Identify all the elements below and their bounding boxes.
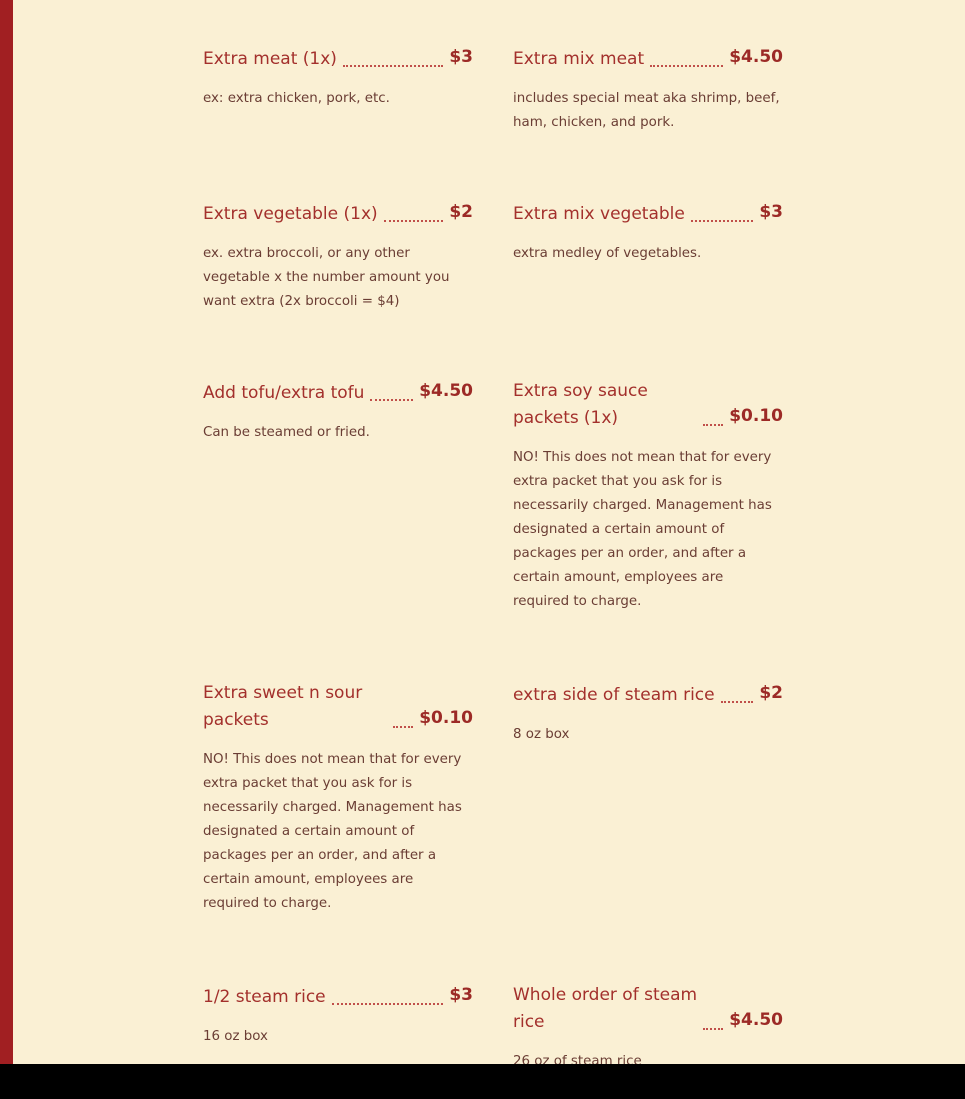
item-header [203, 982, 473, 1011]
item-name: Add tofu/extra tofu [203, 383, 365, 403]
leader-dots [691, 193, 753, 222]
leader-dots [332, 976, 444, 1005]
menu-item-whole-steam-rice [513, 982, 783, 1064]
leader-dots [703, 397, 723, 426]
item-name: Extra vegetable (1x) [203, 204, 378, 224]
item-header [203, 680, 473, 734]
leader-dots [370, 372, 413, 401]
menu-item-extra-vegetable [203, 199, 473, 314]
leader-dots [384, 193, 444, 222]
item-price: $3 [449, 47, 473, 67]
item-description: Can be steamed or fried. [203, 425, 370, 440]
item-price: $2 [449, 202, 473, 222]
menu-item-sweet-n-sour-packets [203, 680, 473, 916]
menu-item-half-steam-rice [203, 982, 473, 1049]
item-description: 16 oz box [203, 1029, 268, 1044]
item-price: $0.10 [419, 708, 473, 728]
item-name-line2: (1x) [583, 408, 619, 428]
item-name: Extra mix vegetable [513, 204, 685, 224]
item-price: $4.50 [729, 47, 783, 67]
item-price: $4.50 [419, 381, 473, 401]
item-description: ex: extra chicken, pork, etc. [203, 91, 390, 106]
item-description: NO! This does not mean that for every extra packet that you ask for is necessarily charged. Management has designated a certain amount of packages per an order, and after a certain amount, employees are required to charge. [513, 450, 772, 609]
item-price: $3 [449, 985, 473, 1005]
item-price: $4.50 [729, 1010, 783, 1030]
item-header [513, 982, 783, 1036]
item-header [203, 378, 473, 407]
item-description: extra medley of vegetables. [513, 246, 702, 261]
menu-item-extra-mix-vegetable [513, 199, 783, 266]
item-name-line2: rice [513, 1012, 545, 1032]
item-header [513, 199, 783, 228]
leader-dots [721, 674, 754, 703]
item-name-line1: Whole order of steam [513, 985, 698, 1005]
menu-item-extra-mix-meat [513, 44, 783, 135]
leader-dots [650, 38, 723, 67]
menu-item-side-steam-rice [513, 680, 783, 747]
item-name: Extra mix meat [513, 49, 645, 69]
item-name: 1/2 steam rice [203, 987, 326, 1007]
item-name: Extra meat (1x) [203, 49, 337, 69]
item-header [203, 199, 473, 228]
item-description: includes special meat aka shrimp, beef, ham, chicken, and pork. [513, 91, 780, 130]
item-description: 26 oz of steam rice [513, 1054, 642, 1064]
item-price: $2 [759, 683, 783, 703]
menu-item-extra-meat [203, 44, 473, 111]
item-price: $3 [759, 202, 783, 222]
leader-dots [343, 38, 443, 67]
item-description: ex. extra broccoli, or any other vegetable x the number amount you want extra (2x broccoli = $4) [203, 246, 450, 309]
item-description: 8 oz box [513, 727, 570, 742]
leader-dots [393, 699, 413, 728]
item-description: NO! This does not mean that for every extra packet that you ask for is necessarily charged. Management has designated a certain amount of packages per an order, and after a certain amount, employees are required to charge. [203, 752, 462, 911]
item-header [513, 378, 783, 432]
item-price: $0.10 [729, 406, 783, 426]
accent-bar [0, 0, 13, 1064]
item-header [513, 44, 783, 73]
item-name: extra side of steam rice [513, 685, 715, 705]
item-name-line1: Extra sweet n sour [203, 683, 363, 703]
leader-dots [703, 1001, 723, 1030]
item-name-line2: packets [203, 710, 269, 730]
item-header [513, 680, 783, 709]
item-header [203, 44, 473, 73]
menu-item-soy-sauce-packets [513, 378, 783, 614]
item-name-line1: Extra soy sauce packets [513, 381, 648, 428]
menu-item-tofu [203, 378, 473, 445]
